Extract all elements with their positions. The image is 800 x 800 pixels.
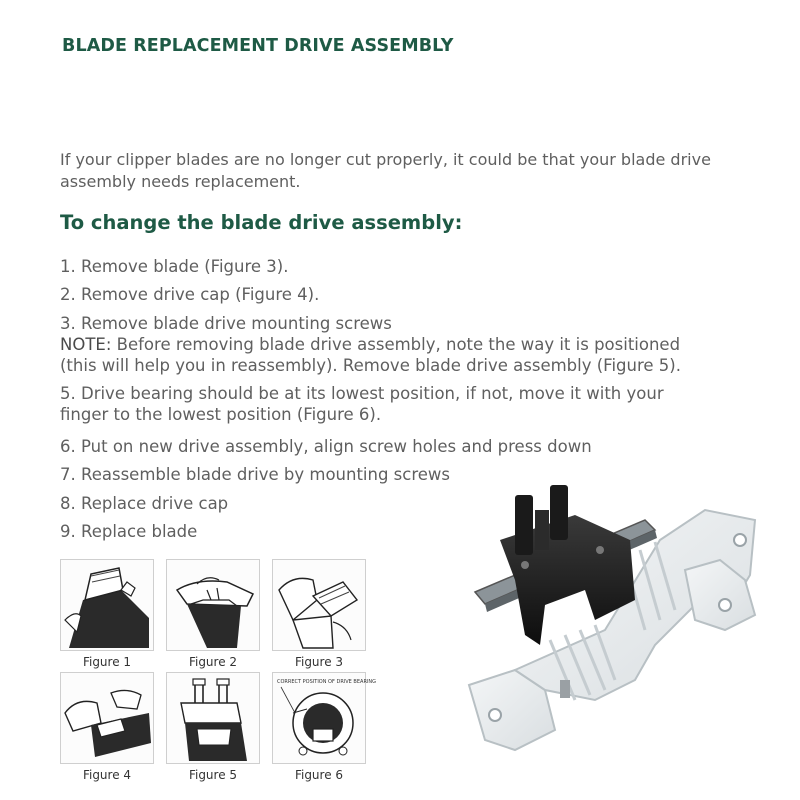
note-line-1 — [60, 334, 680, 355]
step-3: 3. Remove blade drive mounting screws — [60, 314, 392, 333]
page-title: BLADE REPLACEMENT DRIVE ASSEMBLY — [62, 36, 454, 56]
figure-5 — [166, 672, 260, 782]
blade-drive-assembly-icon — [455, 480, 795, 780]
figure-2-caption: Figure 2 — [188, 655, 238, 669]
figure-6 — [272, 672, 377, 782]
figure-1 — [60, 559, 154, 669]
step-5-line-1: 5. Drive bearing should be at its lowest position, if not, move it with your — [60, 384, 664, 403]
figure-2-illustration — [166, 559, 260, 651]
figure-3-illustration — [272, 559, 366, 651]
drive-cap-icon — [61, 673, 153, 763]
step-7: 7. Reassemble blade drive by mounting screws — [60, 465, 451, 484]
figure-6-inset-label: CORRECT POSITION OF DRIVE BEARING — [277, 679, 377, 685]
figure-4-illustration — [60, 672, 154, 764]
figure-3-caption: Figure 3 — [294, 655, 344, 669]
step-1: 1. Remove blade (Figure 3). — [60, 257, 289, 276]
drive-assembly-icon — [167, 673, 259, 763]
note-label: NOTE: — [60, 335, 112, 354]
figures-grid — [60, 559, 410, 789]
figure-4-caption: Figure 4 — [82, 768, 132, 782]
note-text: Before removing blade drive assembly, note the way it is positioned — [111, 335, 681, 354]
figure-1-illustration — [60, 559, 154, 651]
figure-6-caption: Figure 6 — [294, 768, 344, 782]
remove-blade-icon — [273, 560, 365, 650]
intro-paragraph: If your clipper blades are no longer cut properly, it could be that your blade drive assembly needs replacement. — [60, 150, 711, 191]
step-2: 2. Remove drive cap (Figure 4). — [60, 285, 320, 304]
figure-6-illustration — [272, 672, 377, 764]
figure-5-caption: Figure 5 — [188, 768, 238, 782]
clipper-blade-icon — [61, 560, 153, 650]
step-6: 6. Put on new drive assembly, align screw holes and press down — [60, 437, 592, 456]
figure-1-caption: Figure 1 — [82, 655, 132, 669]
figure-5-illustration — [166, 672, 260, 764]
figure-3 — [272, 559, 366, 669]
figure-2 — [166, 559, 260, 669]
step-5-line-2: finger to the lowest position (Figure 6). — [60, 405, 382, 424]
drive-bearing-icon — [273, 673, 377, 763]
hand-clipper-icon — [167, 560, 259, 650]
figure-4 — [60, 672, 154, 782]
drive-assembly-photo — [455, 480, 795, 780]
step-8: 8. Replace drive cap — [60, 494, 229, 513]
section-subtitle: To change the blade drive assembly: — [60, 211, 463, 234]
note-line-2: (this will help you in reassembly). Remove blade drive assembly (Figure 5). — [60, 356, 681, 375]
step-9: 9. Replace blade — [60, 522, 198, 541]
